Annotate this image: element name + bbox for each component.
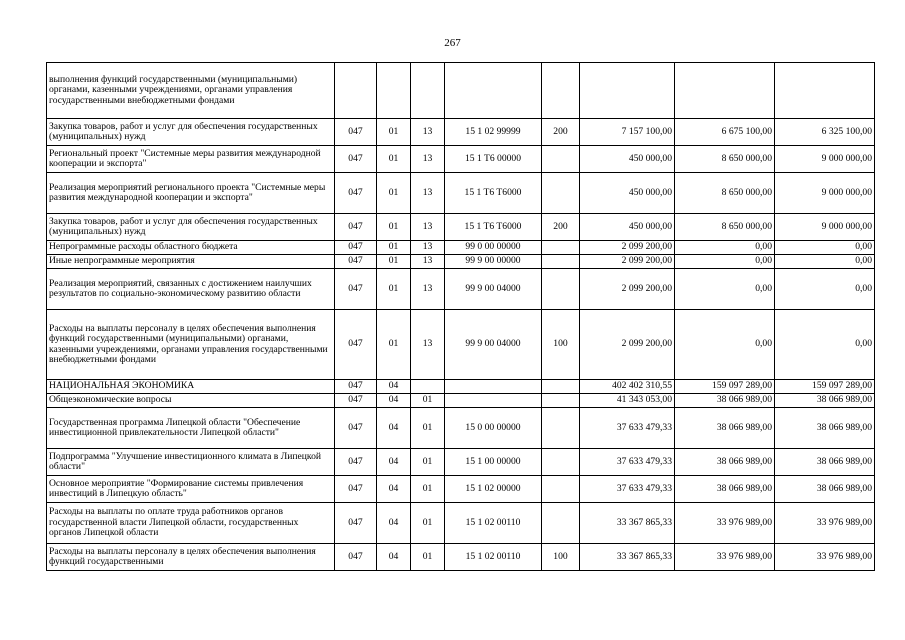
amount-year-3: 0,00	[775, 241, 875, 255]
target-article: 15 0 00 00000	[445, 408, 542, 449]
amount-year-1: 33 367 865,33	[580, 503, 675, 544]
table-row	[47, 544, 875, 571]
target-article: 15 1 T6 T6000	[445, 214, 542, 241]
amount-year-1	[580, 63, 675, 119]
table-row	[47, 310, 875, 380]
target-article: 15 1 T6 00000	[445, 146, 542, 173]
section-code: 01	[377, 214, 411, 241]
target-article: 15 1 02 00110	[445, 503, 542, 544]
target-article: 15 1 02 00000	[445, 476, 542, 503]
section-code: 04	[377, 544, 411, 571]
amount-year-2: 38 066 989,00	[675, 476, 775, 503]
expense-type: 100	[542, 544, 580, 571]
section-code: 04	[377, 476, 411, 503]
section-code: 01	[377, 269, 411, 310]
row-name: Расходы на выплаты персоналу в целях обеспечения выполнения функций государственными (муниципальными) органами, казенными учреждениями, органами управления государственными внебюджетными фондами	[47, 310, 335, 380]
row-name: Основное мероприятие "Формирование системы привлечения инвестиций в Липецкую область"	[47, 476, 335, 503]
ministry-code: 047	[335, 544, 377, 571]
amount-year-2: 8 650 000,00	[675, 146, 775, 173]
table-row	[47, 173, 875, 214]
expense-type	[542, 241, 580, 255]
expense-type	[542, 476, 580, 503]
amount-year-3: 0,00	[775, 310, 875, 380]
subsection-code: 13	[411, 241, 445, 255]
target-article: 99 9 00 00000	[445, 255, 542, 269]
ministry-code: 047	[335, 146, 377, 173]
amount-year-3: 38 066 989,00	[775, 449, 875, 476]
section-code: 01	[377, 119, 411, 146]
section-code: 01	[377, 241, 411, 255]
amount-year-1: 37 633 479,33	[580, 408, 675, 449]
ministry-code: 047	[335, 214, 377, 241]
table-row	[47, 408, 875, 449]
amount-year-1: 7 157 100,00	[580, 119, 675, 146]
row-name: Реализация мероприятий, связанных с достижением наилучших результатов по социально-экономическому развитию области	[47, 269, 335, 310]
amount-year-2	[675, 63, 775, 119]
amount-year-1: 450 000,00	[580, 173, 675, 214]
amount-year-1: 2 099 200,00	[580, 310, 675, 380]
amount-year-2: 33 976 989,00	[675, 544, 775, 571]
amount-year-2: 0,00	[675, 241, 775, 255]
subsection-code: 13	[411, 119, 445, 146]
budget-table	[46, 62, 875, 571]
target-article	[445, 394, 542, 408]
section-code: 01	[377, 310, 411, 380]
amount-year-2: 159 097 289,00	[675, 380, 775, 394]
expense-type	[542, 394, 580, 408]
ministry-code: 047	[335, 173, 377, 214]
expense-type	[542, 63, 580, 119]
table-row	[47, 241, 875, 255]
ministry-code: 047	[335, 380, 377, 394]
amount-year-1: 450 000,00	[580, 214, 675, 241]
target-article: 99 9 00 04000	[445, 310, 542, 380]
subsection-code: 13	[411, 255, 445, 269]
table-row	[47, 503, 875, 544]
target-article	[445, 380, 542, 394]
amount-year-3: 33 976 989,00	[775, 544, 875, 571]
section-code	[377, 63, 411, 119]
row-name: Подпрограмма "Улучшение инвестиционного климата в Липецкой области"	[47, 449, 335, 476]
table-row	[47, 394, 875, 408]
row-name: Региональный проект "Системные меры развития международной кооперации и экспорта"	[47, 146, 335, 173]
expense-type	[542, 173, 580, 214]
section-code: 04	[377, 380, 411, 394]
amount-year-3: 9 000 000,00	[775, 173, 875, 214]
amount-year-2: 33 976 989,00	[675, 503, 775, 544]
subsection-code: 13	[411, 173, 445, 214]
table-row	[47, 119, 875, 146]
page-number: 267	[444, 37, 461, 49]
table-row	[47, 255, 875, 269]
ministry-code: 047	[335, 119, 377, 146]
amount-year-2: 0,00	[675, 255, 775, 269]
subsection-code	[411, 380, 445, 394]
section-code: 01	[377, 173, 411, 214]
amount-year-3: 0,00	[775, 255, 875, 269]
section-code: 04	[377, 449, 411, 476]
ministry-code: 047	[335, 255, 377, 269]
amount-year-1: 37 633 479,33	[580, 449, 675, 476]
expense-type	[542, 269, 580, 310]
amount-year-2: 8 650 000,00	[675, 214, 775, 241]
expense-type: 200	[542, 214, 580, 241]
table-body	[47, 63, 875, 571]
section-code: 04	[377, 503, 411, 544]
amount-year-3: 0,00	[775, 269, 875, 310]
target-article: 99 9 00 04000	[445, 269, 542, 310]
amount-year-2: 38 066 989,00	[675, 394, 775, 408]
row-name: Расходы на выплаты персоналу в целях обеспечения выполнения функций государственными	[47, 544, 335, 571]
subsection-code: 13	[411, 214, 445, 241]
expense-type: 100	[542, 310, 580, 380]
row-name: Расходы на выплаты по оплате труда работников органов государственной власти Липецкой области, государственных органов Липецкой области	[47, 503, 335, 544]
table-row	[47, 476, 875, 503]
subsection-code: 01	[411, 544, 445, 571]
row-name: Закупка товаров, работ и услуг для обеспечения государственных (муниципальных) нужд	[47, 214, 335, 241]
amount-year-3: 9 000 000,00	[775, 146, 875, 173]
section-code: 04	[377, 394, 411, 408]
table-row	[47, 146, 875, 173]
subsection-code	[411, 63, 445, 119]
table-row	[47, 269, 875, 310]
ministry-code: 047	[335, 241, 377, 255]
table-row	[47, 63, 875, 119]
target-article: 99 0 00 00000	[445, 241, 542, 255]
ministry-code: 047	[335, 449, 377, 476]
amount-year-3: 33 976 989,00	[775, 503, 875, 544]
amount-year-1: 402 402 310,55	[580, 380, 675, 394]
section-code: 04	[377, 408, 411, 449]
amount-year-3: 38 066 989,00	[775, 408, 875, 449]
amount-year-1: 2 099 200,00	[580, 255, 675, 269]
ministry-code	[335, 63, 377, 119]
subsection-code: 01	[411, 408, 445, 449]
amount-year-1: 41 343 053,00	[580, 394, 675, 408]
amount-year-3: 38 066 989,00	[775, 394, 875, 408]
amount-year-2: 38 066 989,00	[675, 408, 775, 449]
section-code: 01	[377, 255, 411, 269]
row-name: Иные непрограммные мероприятия	[47, 255, 335, 269]
target-article: 15 1 02 99999	[445, 119, 542, 146]
subsection-code: 13	[411, 310, 445, 380]
ministry-code: 047	[335, 310, 377, 380]
table-row	[47, 380, 875, 394]
amount-year-3: 6 325 100,00	[775, 119, 875, 146]
target-article: 15 1 00 00000	[445, 449, 542, 476]
subsection-code: 01	[411, 449, 445, 476]
expense-type	[542, 380, 580, 394]
target-article: 15 1 T6 T6000	[445, 173, 542, 214]
ministry-code: 047	[335, 269, 377, 310]
amount-year-3	[775, 63, 875, 119]
amount-year-2: 38 066 989,00	[675, 449, 775, 476]
amount-year-3: 9 000 000,00	[775, 214, 875, 241]
ministry-code: 047	[335, 394, 377, 408]
row-name: Непрограммные расходы областного бюджета	[47, 241, 335, 255]
subsection-code: 01	[411, 476, 445, 503]
section-code: 01	[377, 146, 411, 173]
amount-year-2: 8 650 000,00	[675, 173, 775, 214]
amount-year-1: 37 633 479,33	[580, 476, 675, 503]
amount-year-3: 38 066 989,00	[775, 476, 875, 503]
row-name: Реализация мероприятий регионального проекта "Системные меры развития международной кооперации и экспорта"	[47, 173, 335, 214]
amount-year-1: 2 099 200,00	[580, 241, 675, 255]
amount-year-2: 0,00	[675, 269, 775, 310]
table-row	[47, 214, 875, 241]
expense-type	[542, 449, 580, 476]
amount-year-2: 6 675 100,00	[675, 119, 775, 146]
subsection-code: 13	[411, 146, 445, 173]
row-name: Общеэкономические вопросы	[47, 394, 335, 408]
subsection-code: 01	[411, 503, 445, 544]
expense-type	[542, 503, 580, 544]
amount-year-1: 33 367 865,33	[580, 544, 675, 571]
ministry-code: 047	[335, 408, 377, 449]
ministry-code: 047	[335, 476, 377, 503]
target-article	[445, 63, 542, 119]
table-row	[47, 449, 875, 476]
subsection-code: 13	[411, 269, 445, 310]
row-name: Закупка товаров, работ и услуг для обеспечения государственных (муниципальных) нужд	[47, 119, 335, 146]
amount-year-1: 2 099 200,00	[580, 269, 675, 310]
target-article: 15 1 02 00110	[445, 544, 542, 571]
row-name: НАЦИОНАЛЬНАЯ ЭКОНОМИКА	[47, 380, 335, 394]
expense-type	[542, 146, 580, 173]
ministry-code: 047	[335, 503, 377, 544]
amount-year-1: 450 000,00	[580, 146, 675, 173]
row-name: Государственная программа Липецкой области "Обеспечение инвестиционной привлекательности Липецкой области"	[47, 408, 335, 449]
expense-type: 200	[542, 119, 580, 146]
expense-type	[542, 255, 580, 269]
expense-type	[542, 408, 580, 449]
row-name: выполнения функций государственными (муниципальными) органами, казенными учреждениями, органами управления государственными внебюджетными фондами	[47, 63, 335, 119]
amount-year-2: 0,00	[675, 310, 775, 380]
amount-year-3: 159 097 289,00	[775, 380, 875, 394]
subsection-code: 01	[411, 394, 445, 408]
